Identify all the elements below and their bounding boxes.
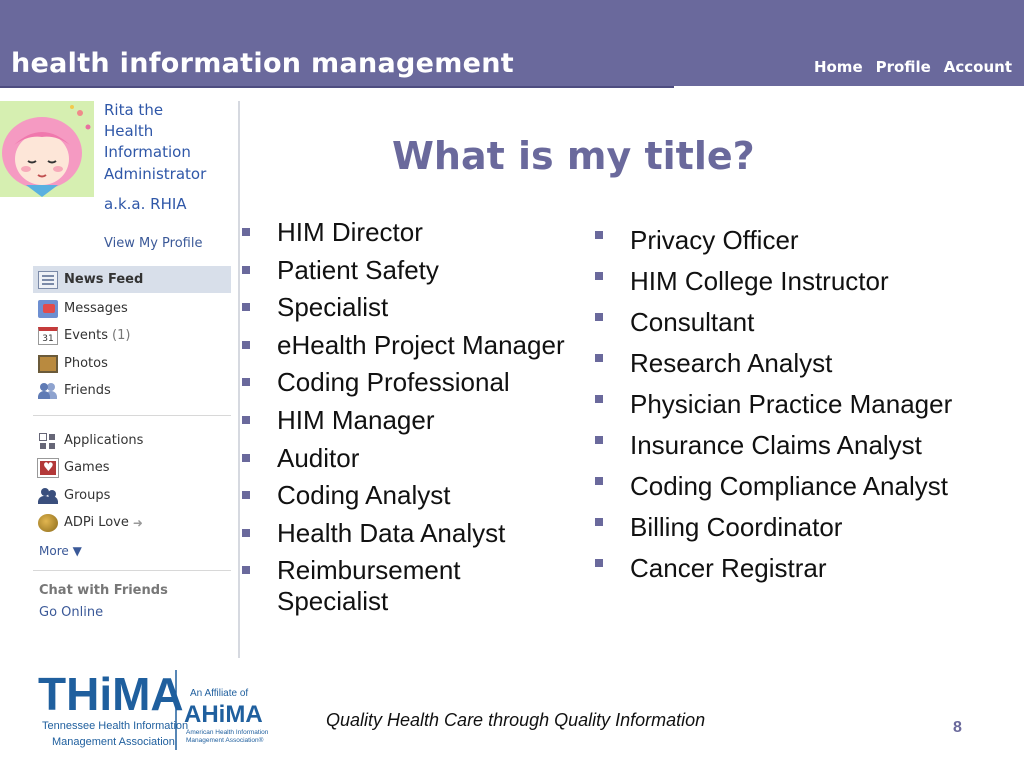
- list-item: Auditor: [277, 443, 567, 474]
- view-profile-link[interactable]: View My Profile: [104, 236, 203, 251]
- calendar-icon: 31: [38, 327, 58, 345]
- sidebar-item-events[interactable]: [33, 322, 231, 349]
- site-brand: health information management: [11, 48, 515, 79]
- list-item: Insurance Claims Analyst: [630, 425, 970, 466]
- adpi-icon: [38, 514, 58, 532]
- list-item: Privacy Officer: [630, 220, 970, 261]
- profile-aka: a.k.a. RHIA: [104, 195, 187, 213]
- right-title-list: [630, 220, 970, 589]
- nav-account-link[interactable]: Account: [943, 58, 1012, 76]
- arrow-right-icon: ➜: [132, 515, 143, 530]
- sidebar-item-label: Friends: [64, 383, 111, 398]
- header-bar: [0, 0, 1024, 86]
- sidebar-item-news-feed[interactable]: [33, 266, 231, 293]
- list-item: Coding Compliance Analyst: [630, 466, 970, 507]
- left-title-list: [277, 217, 567, 624]
- groups-icon: [38, 487, 58, 505]
- list-item: HIM Manager: [277, 405, 567, 436]
- sidebar-item-label: Applications: [64, 433, 144, 448]
- sidebar-item-label: Photos: [64, 356, 108, 371]
- profile-name-line: Health: [104, 122, 154, 140]
- list-item: Physician Practice Manager: [630, 384, 970, 425]
- friends-icon: [38, 382, 58, 400]
- list-item: Health Data Analyst: [277, 518, 567, 549]
- applications-icon: [38, 432, 58, 450]
- list-item: Cancer Registrar: [630, 548, 970, 589]
- header-underline: [0, 86, 674, 88]
- footer-tagline: Quality Health Care through Quality Information: [326, 710, 706, 730]
- sidebar-item-photos[interactable]: [33, 350, 231, 377]
- thima-logo-subtitle: Tennessee Health Information: [42, 720, 189, 732]
- sidebar-item-label: Events: [64, 328, 109, 343]
- more-link[interactable]: More ▼: [39, 544, 82, 558]
- sidebar-item-label: Games: [64, 460, 110, 475]
- thima-logo-subtitle: Management Association: [52, 736, 175, 748]
- list-item: HIM College Instructor: [630, 261, 970, 302]
- profile-name: [104, 100, 206, 185]
- list-item: Coding Analyst: [277, 480, 567, 511]
- profile-name-line: Administrator: [104, 165, 207, 183]
- photos-icon: [38, 355, 58, 373]
- go-online-link[interactable]: Go Online: [39, 605, 104, 620]
- ahima-logo-text: AHiMA: [184, 701, 263, 728]
- events-count: (1): [112, 328, 131, 343]
- sidebar-item-groups[interactable]: [33, 482, 231, 509]
- sidebar-item-messages[interactable]: [33, 295, 231, 322]
- sidebar-item-friends[interactable]: [33, 377, 231, 404]
- profile-name-line: Rita the: [104, 101, 164, 119]
- top-nav: [814, 58, 1012, 76]
- list-item: Reimbursement Specialist: [277, 555, 567, 617]
- sidebar-item-applications[interactable]: [33, 427, 231, 454]
- list-item: Specialist: [277, 292, 567, 323]
- sidebar-divider: [238, 101, 240, 658]
- page-title: What is my title?: [392, 134, 755, 178]
- list-item: Patient Safety: [277, 255, 567, 286]
- ahima-logo-subtitle: Management Association®: [186, 737, 264, 744]
- chat-heading: Chat with Friends: [39, 583, 168, 598]
- sidebar-separator: [33, 415, 231, 416]
- list-item: Research Analyst: [630, 343, 970, 384]
- page-number: 8: [953, 719, 962, 736]
- nav-home-link[interactable]: Home: [813, 58, 863, 76]
- profile-avatar[interactable]: [0, 101, 94, 197]
- sidebar-item-label: News Feed: [64, 272, 144, 287]
- profile-name-line: Information: [104, 143, 191, 161]
- list-item: Coding Professional: [277, 367, 567, 398]
- sidebar-item-adpi-love[interactable]: [33, 509, 231, 536]
- nav-profile-link[interactable]: Profile: [875, 58, 931, 76]
- list-item: HIM Director: [277, 217, 567, 248]
- affiliate-text: An Affiliate of: [190, 688, 249, 699]
- sidebar-item-games[interactable]: [33, 454, 231, 481]
- games-icon: [38, 459, 58, 477]
- thima-logo: [38, 666, 268, 756]
- sidebar-separator: [33, 570, 231, 571]
- sidebar-item-label: Messages: [64, 301, 128, 316]
- list-item: eHealth Project Manager: [277, 330, 567, 361]
- sidebar-item-label: Groups: [64, 488, 111, 503]
- list-item: Consultant: [630, 302, 970, 343]
- thima-logo-text: THiMA: [38, 668, 184, 720]
- ahima-logo-subtitle: American Health Information: [186, 729, 268, 736]
- messages-icon: [38, 300, 58, 318]
- news-feed-icon: [38, 271, 58, 289]
- list-item: Billing Coordinator: [630, 507, 970, 548]
- sidebar-item-label: ADPi Love: [64, 515, 129, 530]
